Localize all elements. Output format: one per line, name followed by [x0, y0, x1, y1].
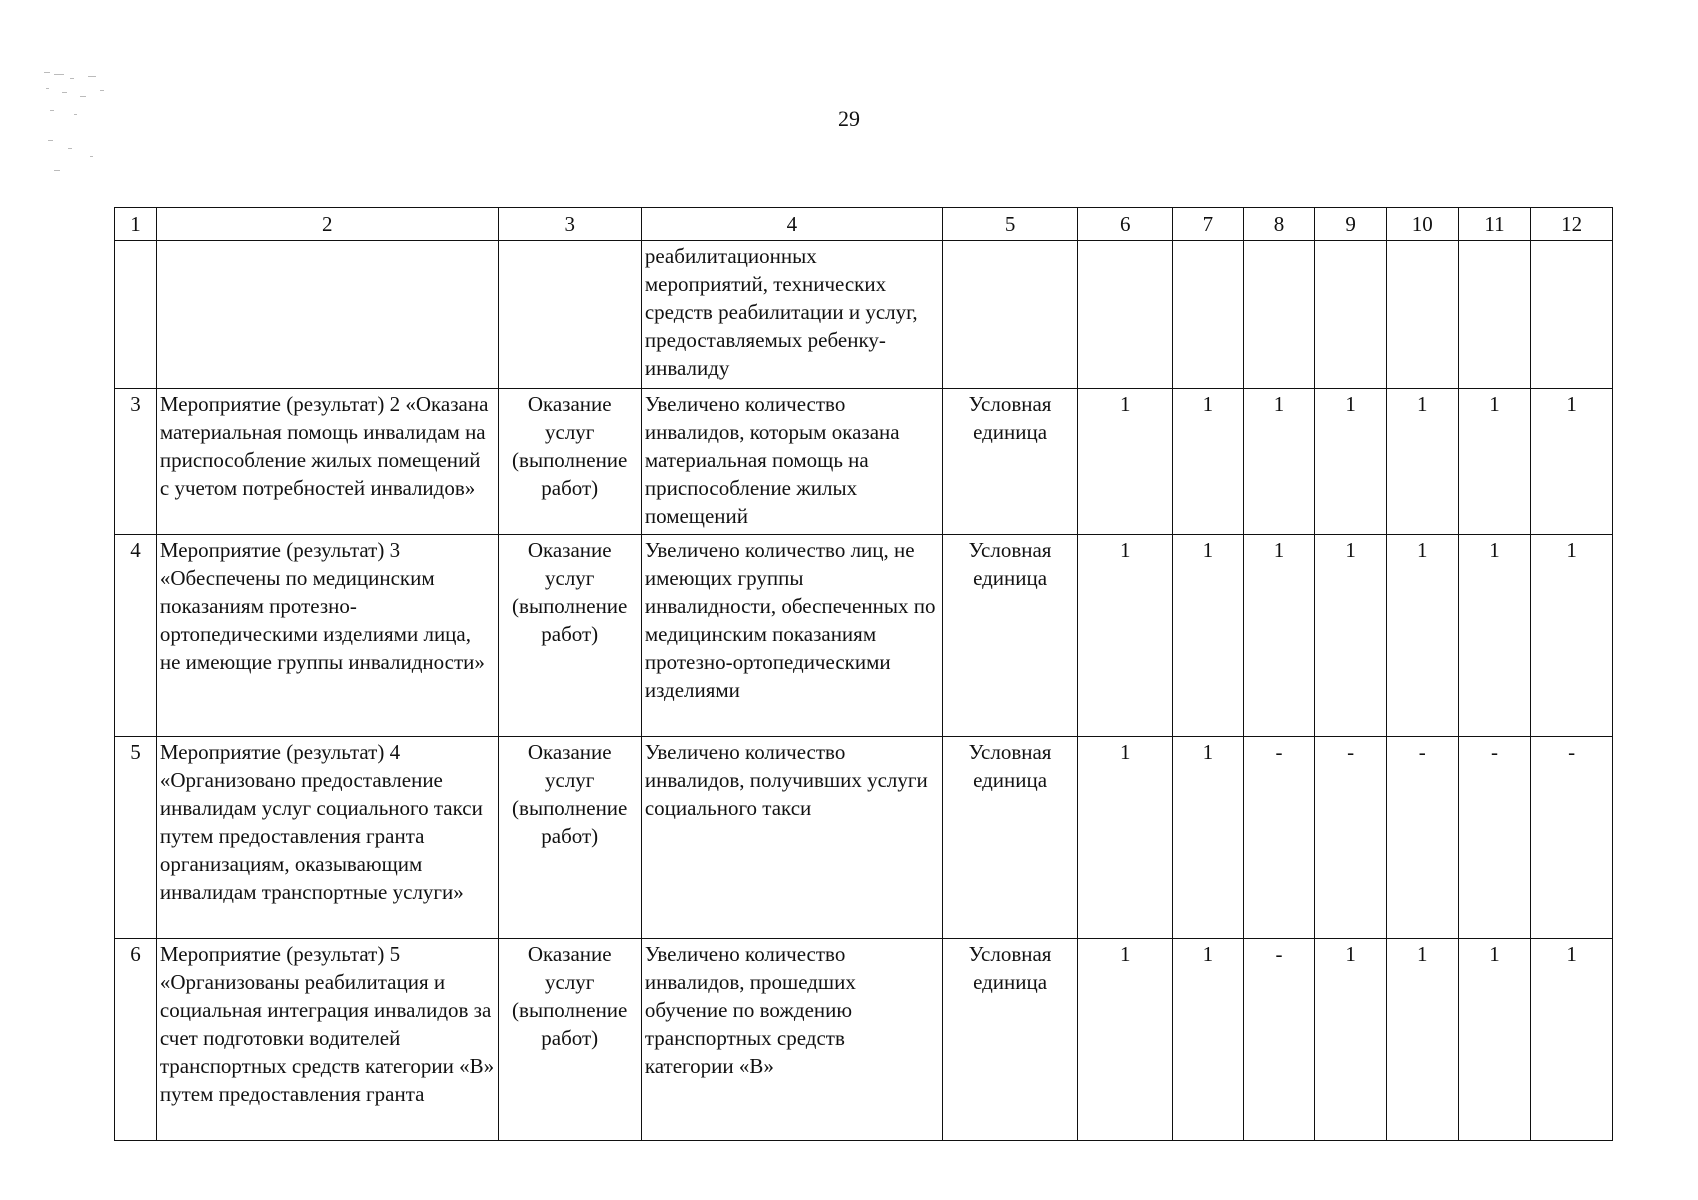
header-cell: 5 [942, 208, 1078, 241]
page-number: 29 [838, 106, 860, 131]
event-type [498, 241, 641, 389]
scan-artifact [40, 70, 130, 220]
value-cell: - [1243, 939, 1315, 1141]
event-type: Оказание услуг (выполнение работ) [498, 389, 641, 535]
row-number: 6 [115, 939, 157, 1141]
header-cell: 10 [1386, 208, 1458, 241]
event-name: Мероприятие (результат) 4 «Организовано предоставление инвалидам услуг социального такси путем предоставления гранта организациям, оказывающим инвалидам транспортные услуги» [156, 737, 498, 939]
value-cell: 1 [1458, 389, 1531, 535]
row-number: 5 [115, 737, 157, 939]
value-cell: 1 [1315, 939, 1387, 1141]
event-result: Увеличено количество инвалидов, прошедших обучение по вождению транспортных средств категории «В» [641, 939, 942, 1141]
row-number: 4 [115, 535, 157, 737]
unit: Условная единица [942, 535, 1078, 737]
unit: Условная единица [942, 737, 1078, 939]
value-cell: 1 [1458, 535, 1531, 737]
value-cell: 1 [1173, 389, 1244, 535]
value-cell [1458, 241, 1531, 389]
value-cell: - [1531, 737, 1613, 939]
event-result: Увеличено количество лиц, не имеющих группы инвалидности, обеспеченных по медицинским показаниям протезно-ортопедическими изделиями [641, 535, 942, 737]
value-cell [1078, 241, 1173, 389]
value-cell [1386, 241, 1458, 389]
value-cell: 1 [1458, 939, 1531, 1141]
value-cell: 1 [1531, 939, 1613, 1141]
value-cell: 1 [1078, 535, 1173, 737]
table-row [115, 241, 1613, 389]
header-cell: 11 [1458, 208, 1531, 241]
row-number [115, 241, 157, 389]
value-cell: 1 [1386, 535, 1458, 737]
event-result: Увеличено количество инвалидов, которым оказана материальная помощь на приспособление жилых помещений [641, 389, 942, 535]
event-name [156, 241, 498, 389]
unit: Условная единица [942, 389, 1078, 535]
header-cell: 8 [1243, 208, 1315, 241]
unit: Условная единица [942, 939, 1078, 1141]
event-name: Мероприятие (результат) 2 «Оказана материальная помощь инвалидам на приспособление жилых помещений с учетом потребностей инвалидов» [156, 389, 498, 535]
value-cell: - [1243, 737, 1315, 939]
value-cell [1173, 241, 1244, 389]
value-cell: 1 [1173, 737, 1244, 939]
value-cell: - [1386, 737, 1458, 939]
value-cell: 1 [1173, 535, 1244, 737]
row-number: 3 [115, 389, 157, 535]
table-row [115, 389, 1613, 535]
table-row [115, 535, 1613, 737]
event-name: Мероприятие (результат) 3 «Обеспечены по медицинским показаниям протезно-ортопедическими изделиями лица, не имеющие группы инвалидности» [156, 535, 498, 737]
value-cell: 1 [1078, 939, 1173, 1141]
value-cell: - [1458, 737, 1531, 939]
value-cell: 1 [1078, 389, 1173, 535]
value-cell: 1 [1386, 939, 1458, 1141]
header-cell: 6 [1078, 208, 1173, 241]
value-cell: 1 [1531, 535, 1613, 737]
header-cell: 9 [1315, 208, 1387, 241]
event-type: Оказание услуг (выполнение работ) [498, 737, 641, 939]
header-cell: 7 [1173, 208, 1244, 241]
data-table [114, 207, 1613, 1141]
event-type: Оказание услуг (выполнение работ) [498, 939, 641, 1141]
header-cell: 1 [115, 208, 157, 241]
value-cell: 1 [1243, 535, 1315, 737]
value-cell: 1 [1243, 389, 1315, 535]
event-result: Увеличено количество инвалидов, получивших услуги социального такси [641, 737, 942, 939]
value-cell [1315, 241, 1387, 389]
value-cell: 1 [1315, 535, 1387, 737]
header-cell: 2 [156, 208, 498, 241]
unit [942, 241, 1078, 389]
value-cell: 1 [1315, 389, 1387, 535]
header-cell: 12 [1531, 208, 1613, 241]
value-cell [1531, 241, 1613, 389]
header-cell: 4 [641, 208, 942, 241]
header-row [115, 208, 1613, 241]
value-cell: 1 [1386, 389, 1458, 535]
value-cell: 1 [1078, 737, 1173, 939]
event-type: Оказание услуг (выполнение работ) [498, 535, 641, 737]
event-result: реабилитационных мероприятий, технических средств реабилитации и услуг, предоставляемых ребенку-инвалиду [641, 241, 942, 389]
value-cell: 1 [1531, 389, 1613, 535]
header-cell: 3 [498, 208, 641, 241]
value-cell [1243, 241, 1315, 389]
table-row [115, 939, 1613, 1141]
value-cell: 1 [1173, 939, 1244, 1141]
value-cell: - [1315, 737, 1387, 939]
table-row [115, 737, 1613, 939]
event-name: Мероприятие (результат) 5 «Организованы реабилитация и социальная интеграция инвалидов за счет подготовки водителей транспортных средств категории «В» путем предоставления гранта [156, 939, 498, 1141]
